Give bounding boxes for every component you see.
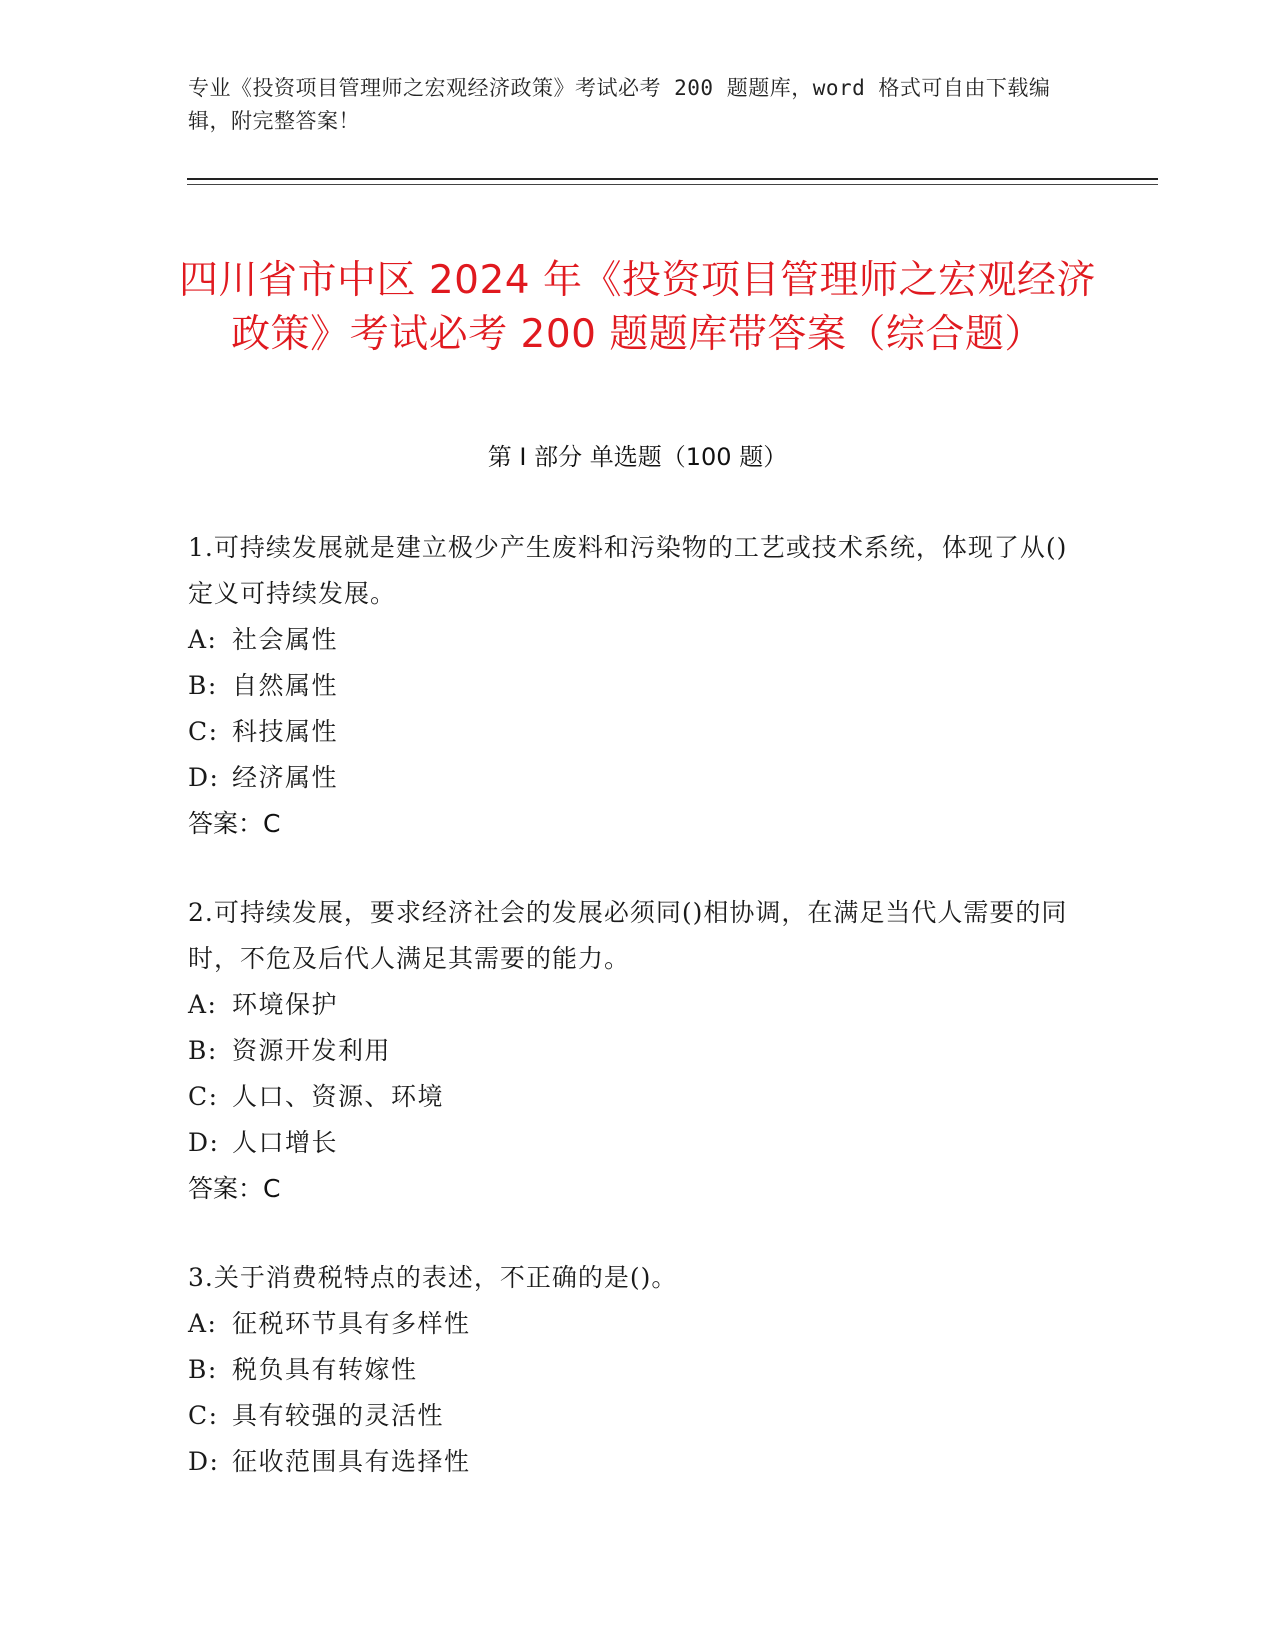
option-text: 经济属性 (232, 763, 339, 792)
option-letter: D: (188, 763, 220, 792)
answer: 答案：C (188, 1174, 281, 1203)
header-rule-thick (187, 178, 1158, 180)
option-text: 资源开发利用 (232, 1036, 392, 1065)
option-d (188, 755, 1068, 801)
option-a (188, 1301, 1068, 1347)
option-letter: D: (188, 1447, 220, 1476)
option-letter: A: (188, 990, 218, 1019)
question-stem: 1.可持续发展就是建立极少产生废料和污染物的工艺或技术系统，体现了从()定义可持续发展。 (188, 533, 1068, 608)
question-list (188, 525, 1068, 1528)
option-letter: C: (188, 1401, 219, 1430)
question-stem: 3.关于消费税特点的表述，不正确的是()。 (188, 1263, 678, 1292)
option-a (188, 982, 1068, 1028)
option-letter: B: (188, 1036, 218, 1065)
question-1 (188, 525, 1068, 847)
option-d (188, 1439, 1068, 1485)
option-b (188, 1347, 1068, 1393)
option-c (188, 709, 1068, 755)
document-title: 四川省市中区 2024 年《投资项目管理师之宏观经济政策》考试必考 200 题题库带答案（综合题） (178, 258, 1097, 358)
option-a (188, 617, 1068, 663)
header-note: 专业《投资项目管理师之宏观经济政策》考试必考 200 题题库，word 格式可自由下载编辑，附完整答案！ (188, 76, 1051, 133)
question-2 (188, 890, 1068, 1212)
question-stem: 2.可持续发展，要求经济社会的发展必须同()相协调，在满足当代人需要的同时，不危及后代人满足其需要的能力。 (188, 898, 1068, 973)
question-3 (188, 1255, 1068, 1485)
option-letter: C: (188, 1082, 219, 1111)
option-c (188, 1074, 1068, 1120)
option-letter: D: (188, 1128, 220, 1157)
option-text: 征收范围具有选择性 (232, 1447, 471, 1476)
option-letter: A: (188, 625, 218, 654)
answer: 答案：C (188, 809, 281, 838)
option-b (188, 663, 1068, 709)
option-letter: C: (188, 717, 219, 746)
option-text: 人口增长 (232, 1128, 339, 1157)
option-text: 环境保护 (232, 990, 339, 1019)
option-text: 税负具有转嫁性 (232, 1355, 418, 1384)
option-letter: B: (188, 1355, 218, 1384)
option-text: 自然属性 (232, 671, 339, 700)
option-d (188, 1120, 1068, 1166)
option-text: 科技属性 (232, 717, 339, 746)
option-text: 征税环节具有多样性 (232, 1309, 471, 1338)
option-letter: A: (188, 1309, 218, 1338)
header-rule-thin (187, 184, 1158, 185)
option-letter: B: (188, 671, 218, 700)
option-text: 社会属性 (232, 625, 339, 654)
option-c (188, 1393, 1068, 1439)
option-text: 人口、资源、环境 (232, 1082, 445, 1111)
section-title: 第 I 部分 单选题（100 题） (487, 443, 788, 471)
option-text: 具有较强的灵活性 (232, 1401, 445, 1430)
option-b (188, 1028, 1068, 1074)
